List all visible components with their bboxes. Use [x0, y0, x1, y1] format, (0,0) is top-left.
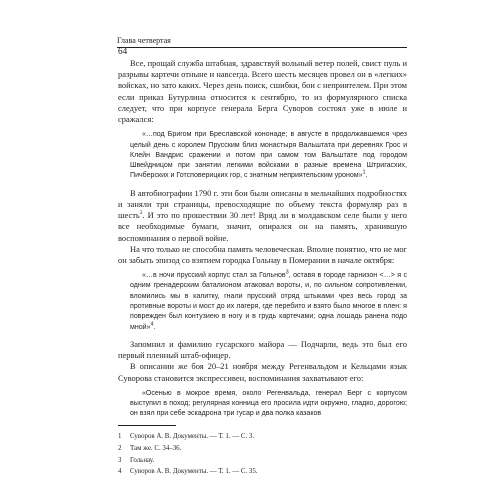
quote-2-text-a: «…в ночи прусский корпус стал за Гольнов [142, 272, 286, 280]
footnote-ref-2: 2 [139, 210, 143, 217]
paragraph-4: Запомнил и фамилию гусарского майора — Подчарли, ведь это был его первый пленный штаб-офицер. [118, 338, 407, 361]
footnote-number: 3 [118, 456, 122, 464]
paragraph-1: Все, прощай служба штабная, здравствуй вольный ветер полей, свист пуль и разрывы картечи отныне и навсегда. Всего шесть месяцев провел он в «легких» войсках, но зато каких. Через день поиск, сшибки, бои с неприятелем. При этом если приказ Бутурлина относится к сентябрю, то из формулярного списка следует, что при корпусе генерала Берга Суворов состоял уже в июле и сражался: [118, 58, 407, 125]
page-number: 64 [118, 46, 128, 56]
paragraph-3: На что только не способна память человеческая. Вполне понятно, что не мог он забыть эпизод со взятием городка Гольнау в Померании в начале октября: [118, 243, 407, 265]
footnote-ref-4: 4 [150, 321, 154, 328]
footnote [118, 455, 407, 467]
quote-2-end: . [153, 323, 156, 331]
running-head-title: Глава четвертая [117, 36, 171, 45]
paragraph-2-text: В автобиографии 1790 г. эти бои были описаны в мельчайших подробностях и заняли три страницы, превосходящие по объему текста формуляр раз в шесть [118, 187, 407, 221]
footnote-ref-3: 3 [285, 269, 289, 276]
footnote-number: 2 [118, 444, 122, 452]
footnote-text: Там же. С. 34–36. [130, 444, 182, 452]
footnote-rule [118, 425, 176, 426]
footnotes [118, 431, 407, 478]
quote-3: «Осенью в мокрое время, около Регенвальда, генерал Берг с корпусом выступил в поход; регулярная конница его просила идти окружно, гладко, дорогою; он взял при себе эскадрона три гусар и два полка казаков [130, 389, 407, 418]
footnote-number: 4 [118, 468, 122, 476]
quote-2-text-b: , оставя в городе гарнизон <…> я с одним гренадерским баталионом атаковал вороты, и, по сильном сопротивлении, вломились мы в калитку, гнали прусский отряд штыками чрез весь город за противные вороты и мост до их лагеря, где перебито и взято было многое в плен: я поврежден был контузиею в ногу и в грудь картечами; одна лошадь ранена подо мной» [130, 272, 407, 331]
footnote-text: Суворов А. В. Документы. — Т. 1. — С. 35. [130, 468, 258, 476]
paragraph-2 [118, 188, 407, 244]
footnote-text: Суворов А. В. Документы. — Т. 1. — С. 3. [130, 433, 255, 440]
footnote [118, 443, 407, 455]
quote-1 [130, 130, 407, 181]
main-text [118, 58, 407, 420]
running-head [117, 36, 407, 46]
running-head-rule [117, 47, 407, 48]
quote-1-end: . [365, 172, 368, 180]
footnote [118, 466, 407, 478]
footnote-ref-1: 1 [362, 170, 366, 177]
paragraph-2-end: . И это по прошествии 30 лет! Вряд ли в молдавском селе были у него все необходимые бумаги, значит, опирался он на память, хранившую воспоминания о первой войне. [118, 210, 407, 243]
paragraph-5: В описании же боя 20–21 ноября между Регенвальдом и Кельцами язык Суворова становится экспрессивен, воспоминания захватывают его: [118, 361, 407, 383]
footnote [118, 431, 407, 443]
quote-2 [130, 271, 407, 333]
footnote-text: Гольнау. [130, 456, 155, 464]
quote-1-text: «…под Бригом при Бреславской кононаде; в августе в продолжавшемся чрез целый день с королем Прусским близ монастыря Вальштата при деревнях Грос и Клейн Вандрис сражении и потом при самом том Вальштате под городом Швейдницом при занятии легкими войсками в разные времена Штригасхих, Пичберских и Готсповерицких гор, с знатным неприятельским уроном» [130, 131, 407, 180]
footnote-number: 1 [118, 433, 122, 440]
